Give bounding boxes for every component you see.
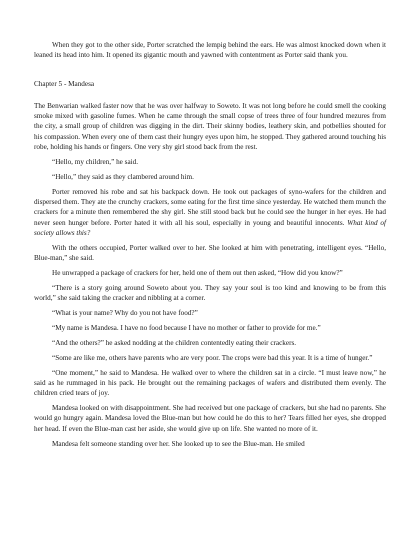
paragraph-10: “And the others?” he asked nodding at the children contentedly eating their crackers. <box>52 338 297 347</box>
paragraph-4-italic: What kind of society allows this? <box>34 218 387 237</box>
paragraph-9: “My name is Mandesa. I have no food because I have no mother or father to provide for me.” <box>52 323 321 332</box>
paragraph-11: “Some are like me, others have parents who are very poor. The crops were bad this year. It is a time of hunger.” <box>52 353 373 362</box>
chapter-heading: Chapter 5 - Mandesa <box>34 79 95 88</box>
paragraph-14: Mandesa felt someone standing over her. She looked up to see the Blue-man. He smiled <box>52 439 305 448</box>
document-page <box>34 40 386 449</box>
paragraph-2: “Hello, my children,” he said. <box>52 157 139 166</box>
paragraph-8: “What is your name? Why do you not have food?” <box>52 309 198 318</box>
paragraph-4 <box>34 187 386 238</box>
paragraph-5: With the others occupied, Porter walked over to her. She looked at him with penetrating, intelligent eyes. “Hello, Blue-man,” she said. <box>34 243 386 263</box>
paragraph-1: The Benwarian walked faster now that he was over halfway to Soweto. It was not long before he could smell the cooking smoke mixed with gasoline fumes. When he came through the small copse of trees three of four hundred mezures from the city, a small group of children was digging in the dirt. Their skinny bodies, leathery skin, and potbellies shouted for his compassion. When every one of them cast their hungry eyes upon him, he stopped. They gathered around touching his robe, holding his hands or fingers. One very shy girl stood back from the rest. <box>34 101 386 152</box>
paragraph-6: He unwrapped a package of crackers for her, held one of them out then asked, “How did you know?” <box>52 269 343 278</box>
paragraph-12: “One moment,” he said to Mandesa. He walked over to where the children sat in a circle. “I must leave now,” he said as he rummaged in his pack. He brought out the remaining packages of wafers and distributed them evenly. The children cried tears of joy. <box>34 368 386 398</box>
paragraph-13: Mandesa looked on with disappointment. She had received but one package of crackers, but she had no parents. She would go hungry again. Mandesa loved the Blue-man but how could he do this to her? Tears filled her eyes, she dropped her head. If even the Blue-man cast her aside, she would give up on life. She wanted no more of it. <box>34 404 386 433</box>
paragraph-7: “There is a story going around Soweto about you. They say your soul is too kind and knowing to be from this world,” she said taking the cracker and nibbling at a corner. <box>34 283 386 303</box>
opening-paragraph: When they got to the other side, Porter scratched the lempig behind the ears. He was almost knocked down when it leaned its head into him. It opened its gigantic mouth and yawned with contentment as Porter said thank you. <box>34 41 386 60</box>
paragraph-4-text: Porter removed his robe and sat his backpack down. He took out packages of syno-wafers for the children and dispersed them. They ate the crunchy crackers, some eating for the first time since yesterday. He watched them munch the crackers for a minute then remembered the shy girl. She still stood back but he could see the hunger in her eyes. He had never seen hunger before. Porter hated it with all his soul, especially in young and beautiful innocents. <box>34 187 386 227</box>
paragraph-3: “Hello,” they said as they clambered around him. <box>52 172 194 181</box>
